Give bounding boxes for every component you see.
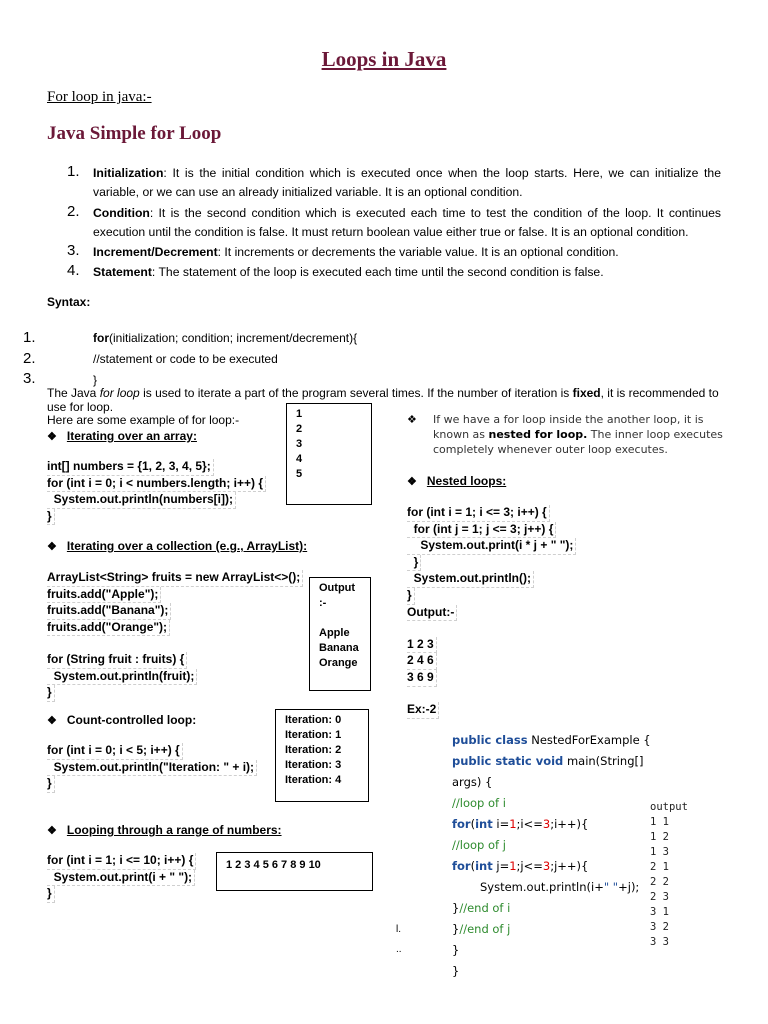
bullet-icon: ❖ [407,476,417,488]
program-output: output 1 1 1 2 1 3 2 1 2 2 2 3 3 1 3 2 3 3 [650,801,688,948]
bullet-icon: ❖ [47,431,57,443]
output-box: Iteration: 0 Iteration: 1 Iteration: 2 Iteration: 3 Iteration: 4 [275,709,369,802]
bullet-icon: ❖ [47,825,57,837]
code-block: for (int i = 1; i <= 10; i++) { System.out.print(i + " "); } [47,853,196,903]
example-heading: ❖ Iterating over a collection (e.g., ArrayList): [47,539,308,553]
code-block: for (int i = 0; i < 5; i++) { System.out.println("Iteration: " + i); } [47,743,257,793]
section-heading: Java Simple for Loop [47,123,222,144]
examples-intro: Here are some example of for loop:- [47,413,240,427]
definition-item: 3. Increment/Decrement: It increments or decrements the variable value. It is an optional condition. [67,242,619,259]
example-heading: ❖ Looping through a range of numbers: [47,823,282,837]
bullet-icon: ❖ [407,414,417,426]
syntax-line-number: 1. [23,329,36,346]
list-marker: l. [396,924,401,935]
list-marker: .. [396,944,402,955]
bullet-icon: ❖ [47,715,57,727]
syntax-line: } [93,373,98,387]
code-block: int[] numbers = {1, 2, 3, 4, 5}; for (int i = 0; i < numbers.length; i++) { System.out.println(numbers[i]); } [47,459,266,525]
output-box: Output :- Apple Banana Orange [309,577,371,691]
intro-paragraph: The Java for loop is used to iterate a part of the program several times. If the number of iteration is fixed, it is recommended to use for loop. [47,386,719,414]
example-heading: ❖ Iterating over an array: [47,429,197,443]
bullet-icon: ❖ [47,541,57,553]
syntax-line-number: 2. [23,350,36,367]
syntax-line: for(initialization; condition; increment/decrement){ [93,331,358,345]
syntax-line-number: 3. [23,370,36,387]
code-block: for (int i = 1; i <= 3; i++) { for (int j = 1; j <= 3; j++) { System.out.print(i * j + " "); } System.out.println(); } Output:- 1 2 3 2 4 6 3 6 9 Ex:-2 [407,505,576,719]
page-title: Loops in Java [321,47,447,71]
definition-item: 1. Initialization: It is the initial condition which is executed once when the loop starts. Here, we can initialize the variable, or we can use an already initialized variable. It is an optional condition. [67,163,721,199]
code-block: ArrayList<String> fruits = new ArrayList<>(); fruits.add("Apple"); fruits.add("Banana"); fruits.add("Orange"); for (String fruit : fruits) { System.out.println(fruit); } [47,570,303,702]
output-box: 1 2 3 4 5 [286,403,372,505]
example-heading: ❖ Count-controlled loop: [47,713,197,727]
syntax-label: Syntax: [47,295,91,309]
nested-intro: If we have a for loop inside the another loop, it is known as nested for loop. The inner loop executes completely whenever outer loop executes. [433,413,723,456]
example-heading: ❖ Nested loops: [407,474,507,488]
definition-item: 2. Condition: It is the second condition which is executed each time to test the condition of the loop. It continues execution until the condition is false. It must return boolean value either true or false. It is an optional condition. [67,203,721,239]
syntax-line: //statement or code to be executed [93,352,278,366]
java-example-code: public class NestedForExample { public static void main(String[] args) { //loop of i for(int i=1;i<=3;i++){ //loop of j for(int j=1;j<=3;j++){ System.out.println(i+" "+j); }//end of i }//end of j } } [452,733,651,978]
definition-item: 4. Statement: The statement of the loop is executed each time until the second condition is false. [67,262,604,279]
output-box: 1 2 3 4 5 6 7 8 9 10 [216,852,373,891]
subtitle: For loop in java:- [47,89,152,105]
